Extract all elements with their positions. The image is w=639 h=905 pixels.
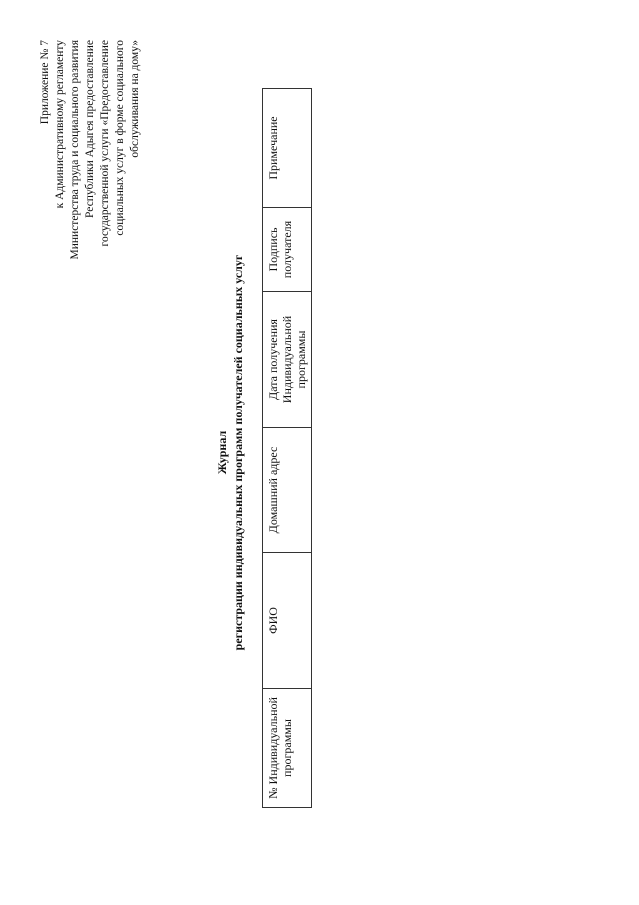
appendix-line: социальных услуг в форме социального — [114, 40, 126, 236]
title-line-subtitle: регистрации индивидуальных программ получателей социальных услуг — [231, 254, 245, 651]
table-header-row — [263, 89, 312, 808]
header-program-number: № Индивидуальной программы — [263, 689, 312, 808]
journal-title — [214, 0, 246, 905]
header-full-name: ФИО — [263, 553, 312, 689]
header-note: Примечание — [263, 89, 312, 208]
appendix-note — [38, 40, 143, 340]
appendix-line: Республики Адыгея предоставление — [84, 40, 96, 218]
appendix-line: Министерства труда и социального развития — [69, 40, 81, 260]
header-receipt-date: Дата получения Индивидуальной программы — [263, 292, 312, 428]
appendix-line: обслуживания на дому» — [129, 40, 141, 158]
appendix-line: Приложение № 7 — [39, 40, 51, 125]
title-line-journal: Журнал — [215, 430, 229, 475]
header-home-address: Домашний адрес — [263, 428, 312, 553]
appendix-line: государственной услуги «Предоставление — [99, 40, 111, 247]
header-recipient-signature: Подпись получателя — [263, 208, 312, 292]
journal-table — [262, 88, 312, 808]
appendix-line: к Административному регламенту — [54, 40, 66, 209]
